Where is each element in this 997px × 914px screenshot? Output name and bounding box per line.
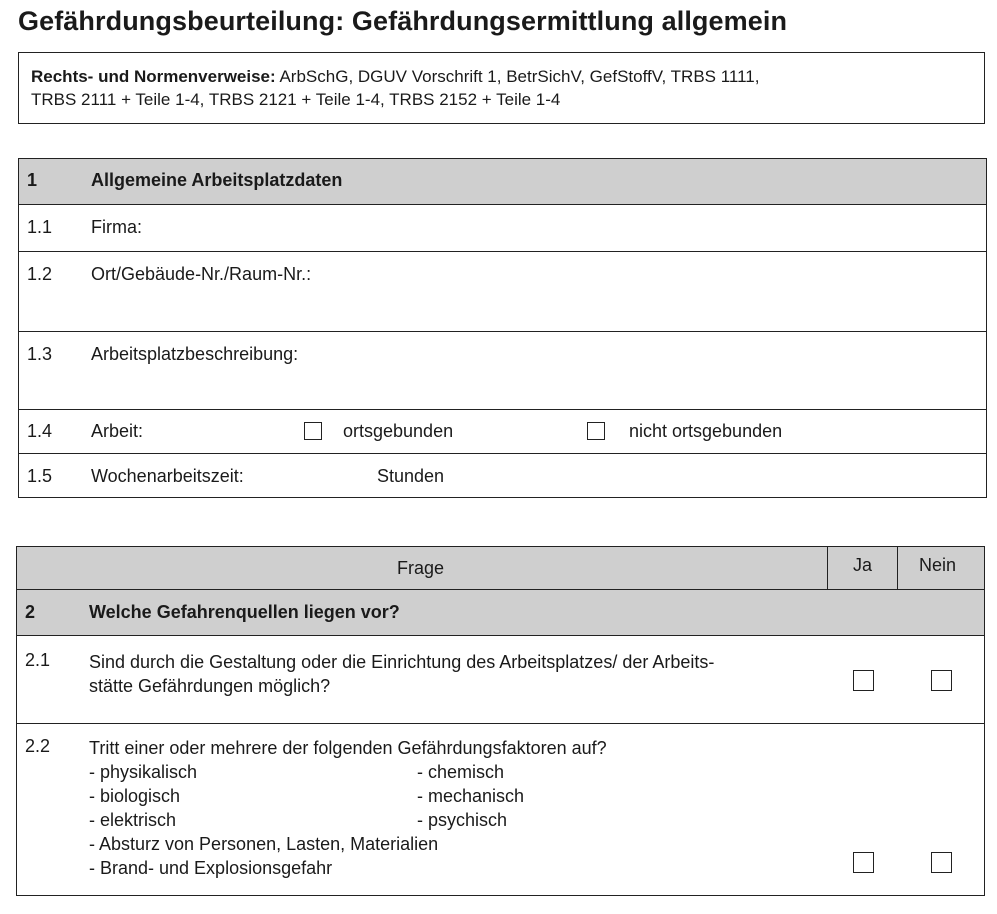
q2-2-ja-checkbox[interactable] (853, 852, 874, 873)
factor-item: - Brand- und Explosionsgefahr (89, 858, 333, 878)
page-title: Gefährdungsbeurteilung: Gefährdungsermittlung allgemein (18, 6, 788, 36)
ortsgebunden-label: ortsgebunden (343, 421, 454, 441)
arbeit-label: Arbeit: (91, 421, 144, 441)
q2-1-ja-checkbox[interactable] (853, 670, 874, 691)
row-2-1 (17, 635, 984, 723)
section-1-header (19, 159, 986, 204)
question-line: stätte Gefährdungen möglich? (89, 676, 331, 696)
factor-item: - chemisch (417, 762, 505, 782)
question-2-1-text (89, 650, 714, 698)
section-1-number: 1 (27, 170, 38, 190)
nicht-ortsgebunden-label: nicht ortsgebunden (629, 421, 783, 441)
row-number: 1.2 (27, 264, 53, 284)
factor-item: - Absturz von Personen, Lasten, Materialien (89, 834, 439, 854)
wochenarbeitszeit-label: Wochenarbeitszeit: (91, 466, 244, 486)
references-text-1: ArbSchG, DGUV Vorschrift 1, BetrSichV, GefStoffV, TRBS 1111, (275, 67, 760, 86)
ortsgebunden-checkbox[interactable] (304, 422, 322, 440)
arbeitsplatzbeschreibung-label: Arbeitsplatzbeschreibung: (91, 344, 299, 364)
references-box (18, 52, 985, 124)
factor-item: - psychisch (417, 810, 508, 830)
section-1-title: Allgemeine Arbeitsplatzdaten (91, 170, 343, 190)
nicht-ortsgebunden-checkbox[interactable] (587, 422, 605, 440)
row-1-1 (19, 204, 986, 251)
question-table-header (17, 547, 984, 589)
col-nein: Nein (919, 555, 957, 575)
references-text-2: TRBS 2111 + Teile 1-4, TRBS 2121 + Teile 1-4, TRBS 2152 + Teile 1-4 (31, 90, 561, 109)
factor-item: - biologisch (89, 786, 181, 806)
factor-item: - elektrisch (89, 810, 177, 830)
question-line: Sind durch die Gestaltung oder die Einrichtung des Arbeitsplatzes/ der Arbeits- (89, 652, 715, 672)
row-number: 1.4 (27, 421, 53, 441)
references-line-1 (31, 65, 972, 88)
q2-1-nein-checkbox[interactable] (931, 670, 952, 691)
row-number: 1.5 (27, 466, 53, 486)
row-1-4 (19, 409, 986, 453)
column-divider (827, 547, 828, 589)
row-number: 2.1 (25, 650, 51, 670)
stunden-label: Stunden (377, 466, 445, 486)
row-1-2 (19, 251, 986, 331)
row-number: 1.1 (27, 217, 53, 237)
q2-2-nein-checkbox[interactable] (931, 852, 952, 873)
section-2-number: 2 (25, 602, 36, 622)
references-label: Rechts- und Normenverweise: (31, 67, 276, 86)
col-frage: Frage (397, 558, 445, 578)
row-1-5 (19, 453, 986, 497)
col-ja: Ja (853, 555, 873, 575)
factors-right-column (417, 760, 524, 832)
factor-item: - physikalisch (89, 762, 198, 782)
question-2-2-intro: Tritt einer oder mehrere der folgenden Gefährdungsfaktoren auf? (89, 738, 607, 758)
firma-label: Firma: (91, 217, 142, 237)
row-1-3 (19, 331, 986, 409)
factors-left-column (89, 760, 438, 880)
row-2-2 (17, 723, 984, 895)
row-number: 1.3 (27, 344, 53, 364)
ort-label: Ort/Gebäude-Nr./Raum-Nr.: (91, 264, 312, 284)
factor-item: - mechanisch (417, 786, 525, 806)
section-1-table (18, 158, 987, 498)
section-2-header (17, 589, 984, 635)
section-2-title: Welche Gefahrenquellen liegen vor? (89, 602, 400, 622)
row-number: 2.2 (25, 736, 51, 756)
section-2-table (16, 546, 985, 896)
column-divider (897, 547, 898, 589)
